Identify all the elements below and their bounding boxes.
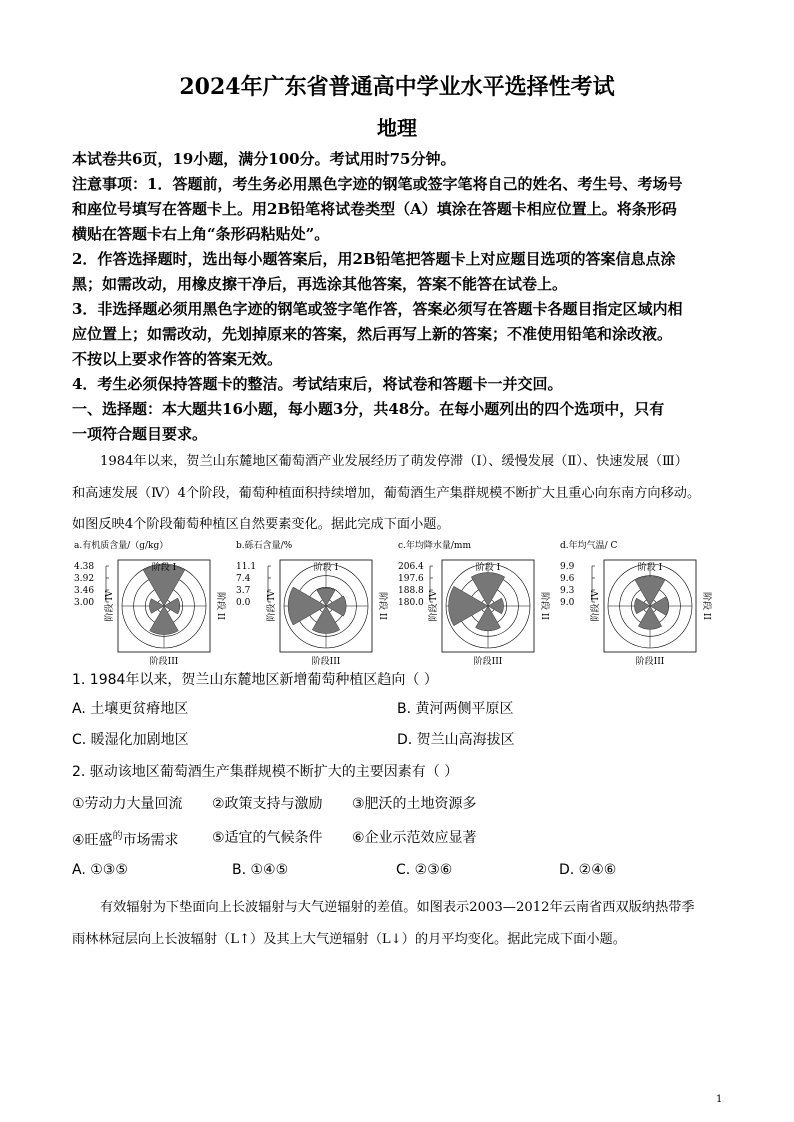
stage-label-left: 阶段 IV (429, 590, 439, 622)
tick-label: 3.46 (74, 586, 95, 596)
tick-label: 11.1 (236, 562, 257, 572)
rose-chart-gravel (234, 538, 404, 667)
stage-label-right: 阶段 II (539, 592, 549, 620)
tick-label: 188.8 (398, 586, 424, 596)
tick-label: 3.92 (74, 574, 95, 584)
stage-label-left: 阶段 IV (267, 590, 277, 622)
rose-chart-svg (396, 538, 566, 667)
question-2-statement-6: ⑥企业示范效应显著 (352, 830, 477, 846)
question-2-statement-2: ②政策支持与激励 (212, 796, 323, 812)
chart-title: c.年均降水量/mm (398, 541, 472, 551)
instruction-line: 2．作答选择题时，选出每小题答案后，用2B铅笔把答题卡上对应题目选项的答案信息点涂 (72, 250, 676, 268)
tick-label: 9.6 (560, 574, 575, 584)
instruction-line: 横贴在答题卡右上角“条形码粘贴处”。 (72, 225, 330, 243)
tick-label: 9.3 (560, 586, 575, 596)
question-2-statement-5: ⑤适宜的气候条件 (212, 830, 323, 846)
stage-label-left: 阶段 IV (105, 590, 115, 622)
chart-title: b.砾石含量/% (236, 541, 293, 551)
instruction-line: 和座位号填写在答题卡上。用2B铅笔将试卷类型（A）填涂在答题卡相应位置上。将条形码 (72, 200, 677, 218)
chart-title: d.年均气温/ C (560, 541, 618, 551)
statement-4-text-b: 市场需求 (122, 832, 179, 849)
question-1-option-b[interactable]: B. 黄河两侧平原区 (397, 701, 514, 717)
instruction-line: 4．考生必须保持答题卡的整洁。考试结束后，将试卷和答题卡一并交回。 (72, 375, 563, 393)
tick-label: 0.0 (236, 598, 251, 608)
question-2-option-d[interactable]: D. ②④⑥ (559, 862, 617, 878)
subject-title: 地理 (377, 116, 417, 140)
tick-label: 9.9 (560, 562, 575, 572)
question-1-option-d[interactable]: D. 贺兰山高海拔区 (397, 732, 515, 748)
tick-label: 7.4 (236, 574, 251, 584)
rose-chart-organic-matter (72, 538, 242, 667)
instruction-line: 本试卷共6页，19小题，满分100分。考试用时75分钟。 (72, 150, 456, 168)
tick-label: 3.7 (236, 586, 251, 596)
tick-label: 197.6 (398, 574, 424, 584)
stage-label-right: 阶段 II (701, 592, 711, 620)
question-1-option-a[interactable]: A. 土壤更贫瘠地区 (72, 701, 189, 717)
section-heading: 一项符合题目要求。 (72, 425, 208, 443)
chart-title: a.有机质含量/（g/kg） (74, 541, 169, 551)
rose-chart-svg (234, 538, 404, 667)
instruction-line: 不按以上要求作答的答案无效。 (72, 350, 283, 368)
stage-label-bottom: 阶段III (149, 657, 179, 667)
page-number: 1 (716, 1094, 723, 1105)
tick-label: 3.00 (74, 598, 95, 608)
stage-label-bottom: 阶段III (473, 657, 503, 667)
question-1-stem: 1. 1984年以来，贺兰山东麓地区新增葡萄种植区趋向（ ） (72, 672, 438, 688)
instruction-line: 注意事项：1．答题前，考生务必用黑色字迹的钢笔或签字笔将自己的姓名、考生号、考场号 (72, 175, 683, 193)
question-2-option-a[interactable]: A. ①③⑤ (72, 862, 128, 878)
passage-line: 雨林林冠层向上长波辐射（L↑）及其上大气逆辐射（L↓）的月平均变化。据此完成下面小题。 (72, 932, 626, 947)
question-2-stem: 2. 驱动该地区葡萄酒生产集群规模不断扩大的主要因素有（ ） (72, 764, 459, 780)
tick-label: 9.0 (560, 598, 575, 608)
statement-4-text-a: ④旺盛 (72, 832, 113, 849)
instruction-line: 应位置上；如需改动，先划掉原来的答案，然后再写上新的答案；不准使用铅笔和涂改液。 (72, 325, 673, 343)
question-2-statement-3: ③肥沃的土地资源多 (352, 796, 477, 812)
rose-chart-precipitation (396, 538, 566, 667)
tick-label: 180.0 (398, 598, 424, 608)
stage-label-right: 阶段 II (377, 592, 387, 620)
passage-line: 和高速发展（Ⅳ）4个阶段，葡萄种植面积持续增加，葡萄酒生产集群规模不断扩大且重心向东南方向移动。 (72, 486, 701, 501)
rose-chart-svg (558, 538, 728, 667)
question-2-option-c[interactable]: C. ②③⑥ (396, 862, 453, 878)
stage-label-left: 阶段 IV (591, 590, 601, 622)
stage-label-top: 阶段 I (151, 563, 177, 573)
question-2-statement-1: ①劳动力大量回流 (72, 796, 183, 812)
passage-line: 有效辐射为下垫面向上长波辐射与大气逆辐射的差值。如图表示2003—2012年云南省西双版纳热带季 (100, 900, 695, 915)
stage-label-top: 阶段 I (313, 563, 339, 573)
question-1-option-c[interactable]: C. 暖湿化加剧地区 (72, 732, 189, 748)
exam-title: 2024年广东省普通高中学业水平选择性考试 (179, 74, 615, 100)
passage-line: 1984年以来，贺兰山东麓地区葡萄酒产业发展经历了萌发停滞（Ⅰ）、缓慢发展（Ⅱ）、快速发展（Ⅲ） (100, 454, 688, 469)
tick-label: 4.38 (74, 562, 95, 572)
statement-4-sup: 的 (112, 831, 123, 842)
stage-label-top: 阶段 I (637, 563, 663, 573)
question-2-statement-4 (72, 827, 179, 850)
stage-label-right: 阶段 II (215, 592, 225, 620)
instruction-line: 黑；如需改动，用橡皮擦干净后，再选涂其他答案，答案不能答在试卷上。 (72, 275, 568, 293)
rose-chart-svg (72, 538, 242, 667)
stage-label-bottom: 阶段III (311, 657, 341, 667)
rose-chart-temperature (558, 538, 728, 667)
stage-label-top: 阶段 I (475, 563, 501, 573)
passage-line: 如图反映4个阶段葡萄种植区自然要素变化。据此完成下面小题。 (72, 517, 450, 532)
section-heading: 一、选择题：本大题共16小题，每小题3分，共48分。在每小题列出的四个选项中，只有 (72, 400, 665, 418)
instruction-line: 3．非选择题必须用黑色字迹的钢笔或签字笔作答，答案必须写在答题卡各题目指定区域内相 (72, 300, 683, 318)
question-2-option-b[interactable]: B. ①④⑤ (232, 862, 289, 878)
stage-label-bottom: 阶段III (635, 657, 665, 667)
tick-label: 206.4 (398, 562, 424, 572)
